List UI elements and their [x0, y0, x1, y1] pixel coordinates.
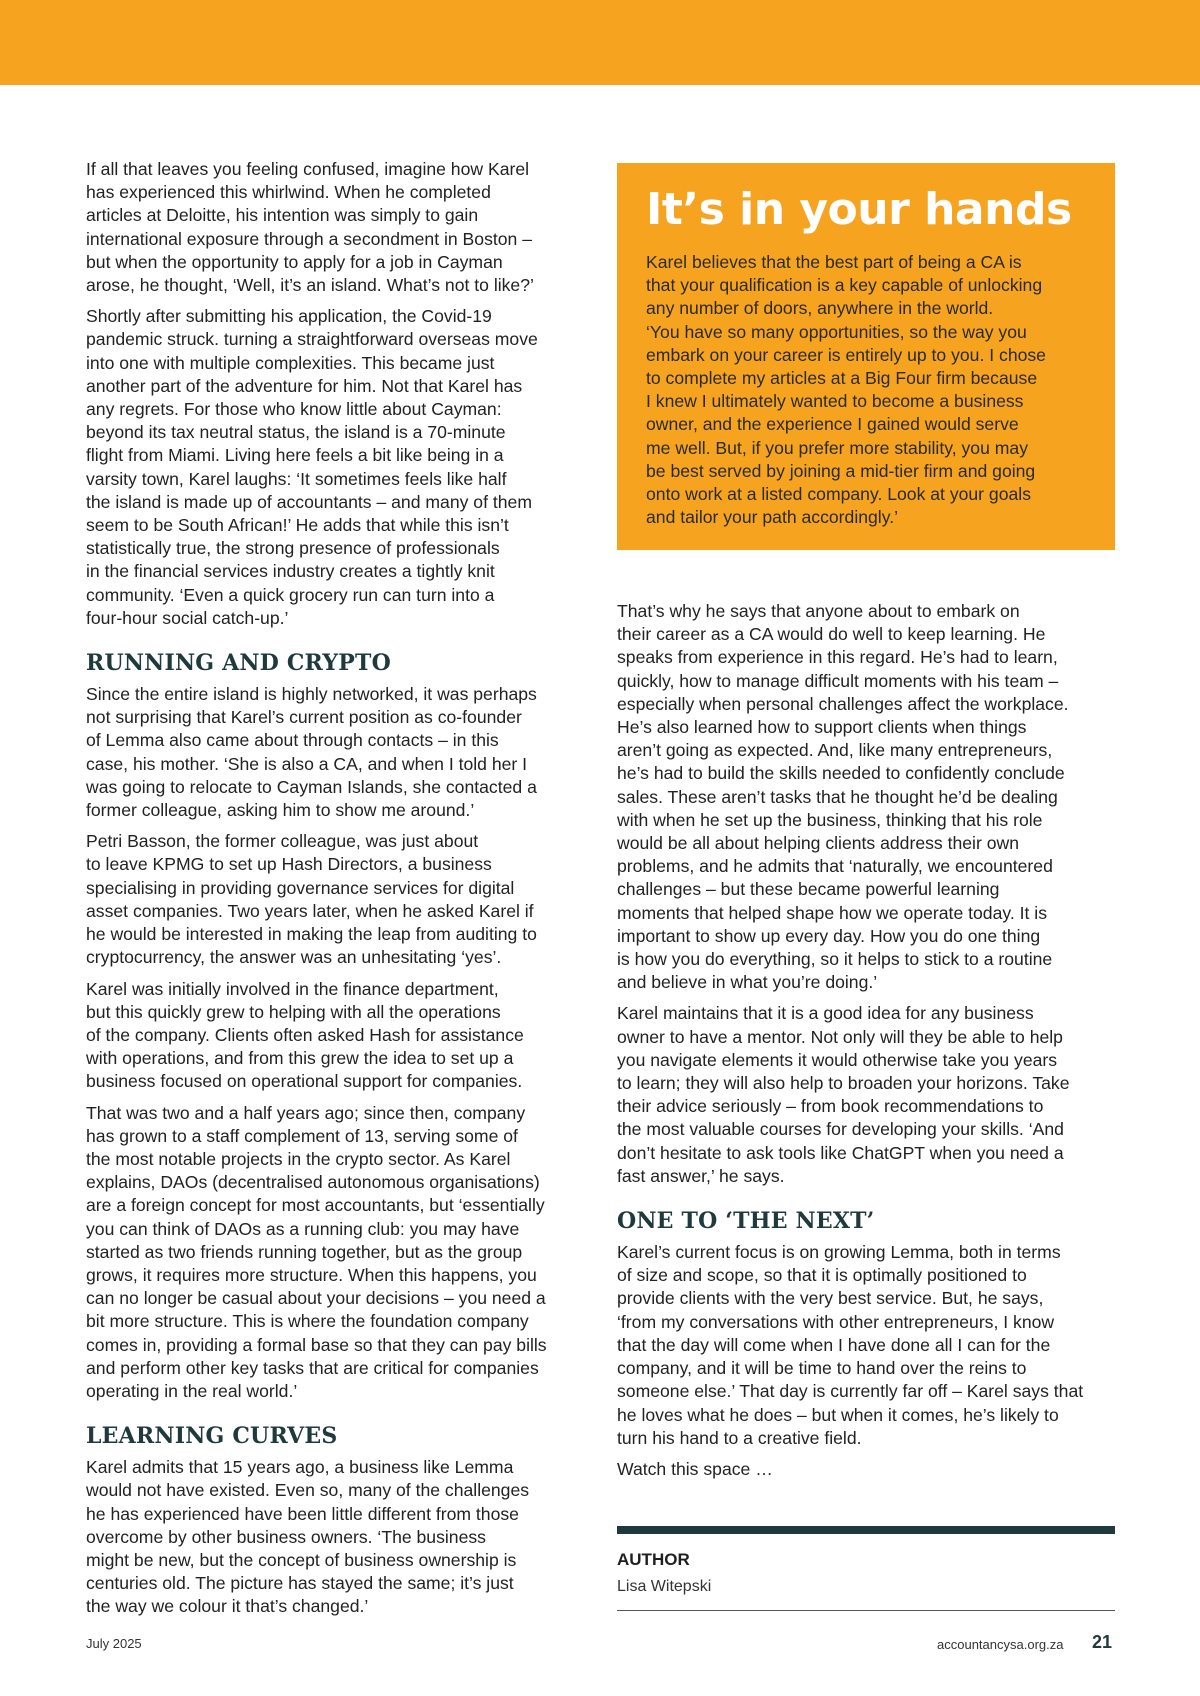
author-divider — [617, 1526, 1115, 1534]
section-heading: LEARNING CURVES — [86, 1423, 338, 1450]
paragraph: Shortly after submitting his application, the Covid-19 pandemic struck. turning a straightforward overseas move into one with multiple complexities. This became just another part of the adventure for him. Not that Karel has any regrets. For those who know little about Cayman: beyond its tax neutral status, the island is a 70-minute flight from Miami. Living here feels a bit like being in a varsity town, Karel laughs: ‘It sometimes feels like half the island is made up of accountants – and many of them seem to be South African!’ He adds that while this isn’t statistically true, the strong presence of professionals in the financial services industry creates a tightly knit community. ‘Even a quick grocery run can turn into a four-hour social catch-up.’ — [86, 306, 538, 628]
footer-website: accountancysa.org.za — [937, 1637, 1064, 1652]
paragraph: Karel maintains that it is a good idea for any business owner to have a mentor. Not only will they be able to help you navigate elements it would otherwise take you years to learn; they will also help to broaden your horizons. Take their advice seriously – from book recommendations to the most valuable courses for developing your skills. ‘And don’t hesitate to ask tools like ChatGPT when you need a fast answer,’ he says. — [617, 1003, 1070, 1186]
callout-text: Karel believes that the best part of being a CA is that your qualification is a key capable of unlocking any number of doors, anywhere in the world. ‘You have so many opportunities, so the way you embark on your career is entirely up to you. I chose to complete my articles at a Big Four firm because I knew I ultimately wanted to become a business owner, and the experience I gained would serve me well. But, if you prefer more stability, you may be best served by joining a mid-tier firm and going onto work at a listed company. Look at your goals and tailor your path accordingly.’ — [646, 252, 1046, 528]
author-rule — [617, 1610, 1115, 1611]
author-label: AUTHOR — [617, 1550, 690, 1569]
section-heading: RUNNING AND CRYPTO — [86, 650, 391, 677]
paragraph: If all that leaves you feeling confused, imagine how Karel has experienced this whirlwind. When he completed articles at Deloitte, his intention was simply to gain international exposure through a secondment in Boston – but when the opportunity to apply for a job in Cayman arose, he thought, ‘Well, it’s an island. What’s not to like?’ — [86, 159, 534, 296]
paragraph: Watch this space … — [617, 1458, 773, 1479]
paragraph: Since the entire island is highly networked, it was perhaps not surprising that Karel’s current position as co-founder of Lemma also came about through contacts – in this case, his mother. ‘She is also a CA, and when I told her I was going to relocate to Cayman Islands, she contacted a former colleague, asking him to show me around.’ — [86, 684, 537, 821]
callout-box — [617, 163, 1115, 550]
section-heading: ONE TO ‘THE NEXT’ — [617, 1208, 875, 1235]
callout-title: It’s in your hands — [646, 184, 1072, 235]
author-name: Lisa Witepski — [617, 1578, 712, 1595]
footer-date: July 2025 — [86, 1636, 142, 1651]
left-column — [86, 158, 586, 1627]
paragraph: Karel admits that 15 years ago, a business like Lemma would not have existed. Even so, many of the challenges he has experienced have been little different from those overcome by other business owners. ‘The business might be new, but the concept of business ownership is centuries old. The picture has stayed the same; it’s just the way we colour it that’s changed.’ — [86, 1457, 530, 1617]
paragraph: Karel was initially involved in the finance department, but this quickly grew to helping with all the operations of the company. Clients often asked Hash for assistance with operations, and from this grew the idea to set up a business focused on operational support for companies. — [86, 978, 524, 1092]
page-number: 21 — [1092, 1632, 1113, 1652]
paragraph: Karel’s current focus is on growing Lemma, both in terms of size and scope, so that it is optimally positioned to provide clients with the very best service. But, he says, ‘from my conversations with other entrepreneurs, I know that the day will come when I have done all I can for the company, and it will be time to hand over the reins to someone else.’ That day is currently far off – Karel says that he loves what he does – but when it comes, he’s likely to turn his hand to a creative field. — [617, 1242, 1084, 1448]
paragraph: That was two and a half years ago; since then, company has grown to a staff complement of 13, serving some of the most notable projects in the crypto sector. As Karel explains, DAOs (decentralised autonomous organisations) are a foreign concept for most accountants, but ‘essentially you can think of DAOs as a running club: you may have started as two friends running together, but as the group grows, it requires more structure. When this happens, you can no longer be casual about your decisions – you need a bit more structure. This is where the foundation company comes in, providing a formal base so that they can pay bills and perform other key tasks that are critical for companies operating in the real world.’ — [86, 1102, 547, 1401]
right-column — [617, 600, 1115, 1489]
paragraph: Petri Basson, the former colleague, was just about to leave KPMG to set up Hash Directors, a business specialising in providing governance services for digital asset companies. Two years later, when he asked Karel if he would be interested in making the leap from auditing to cryptocurrency, the answer was an unhesitating ‘yes’. — [86, 831, 537, 968]
paragraph: That’s why he says that anyone about to embark on their career as a CA would do well to keep learning. He speaks from experience in this regard. He’s had to learn, quickly, how to manage difficult moments with his team – especially when personal challenges affect the workplace. He’s also learned how to support clients when things aren’t going as expected. And, like many entrepreneurs, he’s had to build the skills needed to confidently conclude sales. These aren’t tasks that he thought he’d be dealing with when he set up the business, thinking that his role would be all about helping clients address their own problems, and he admits that ‘naturally, we encountered challenges – but these became powerful learning moments that helped shape how we operate today. It is important to show up every day. How you do one thing is how you do everything, so it helps to stick to a routine and believe in what you’re doing.’ — [617, 601, 1069, 993]
top-color-band — [0, 0, 1200, 85]
